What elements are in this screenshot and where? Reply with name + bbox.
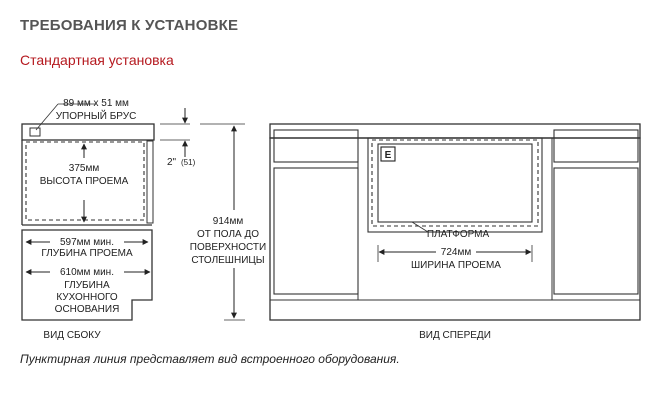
floor-height-value: 914мм	[212, 216, 244, 227]
gap-mm: (51)	[181, 158, 196, 167]
page-subtitle: Стандартная установка	[20, 52, 174, 68]
front-countertop	[270, 124, 640, 138]
page-title: ТРЕБОВАНИЯ К УСТАНОВКЕ	[20, 17, 239, 34]
bar-name-label: УПОРНЫЙ БРУС	[55, 111, 137, 122]
gap-value: 2"	[167, 157, 177, 168]
appliance-panel	[378, 144, 532, 222]
bar-size-label: 89 мм x 51 мм	[63, 98, 129, 109]
floor-height-line-1: ОТ ПОЛА ДО	[196, 229, 260, 240]
appliance-outline-front	[372, 140, 538, 226]
right-drawer	[554, 130, 638, 162]
left-drawer	[274, 130, 358, 162]
width-value: 724мм	[440, 247, 472, 258]
support-bar	[30, 128, 40, 136]
front-view	[270, 124, 640, 320]
caption: Пунктирная линия представляет вид встроенного оборудования.	[20, 352, 400, 366]
width-label: ШИРИНА ПРОЕМА	[411, 260, 501, 271]
left-door	[274, 168, 358, 294]
side-view-label: ВИД СБОКУ	[43, 330, 101, 341]
depth-label: ГЛУБИНА ПРОЕМА	[41, 248, 133, 259]
appliance-front	[147, 141, 153, 223]
height-value: 375мм	[68, 163, 100, 174]
front-view-label: ВИД СПЕРЕДИ	[419, 330, 491, 341]
height-label: ВЫСОТА ПРОЕМА	[39, 176, 129, 187]
model-badge-letter: E	[384, 150, 392, 161]
right-door	[554, 168, 638, 294]
cabinet-depth-label-2: КУХОННОГО	[56, 292, 118, 303]
floor-height-line-3: СТОЛЕШНИЦЫ	[191, 255, 265, 266]
floor-height-line-2: ПОВЕРХНОСТИ	[189, 242, 267, 253]
depth-value: 597мм мин.	[60, 237, 114, 248]
bar-callout-line	[36, 104, 58, 130]
cabinet-depth-label-3: ОСНОВАНИЯ	[54, 304, 120, 315]
platform-callout-line	[412, 222, 428, 232]
side-countertop	[22, 124, 154, 140]
platform-label: ПЛАТФОРМА	[426, 229, 490, 240]
cabinet-depth-value: 610мм мин.	[60, 267, 114, 278]
cabinet-depth-label-1: ГЛУБИНА	[64, 280, 110, 291]
